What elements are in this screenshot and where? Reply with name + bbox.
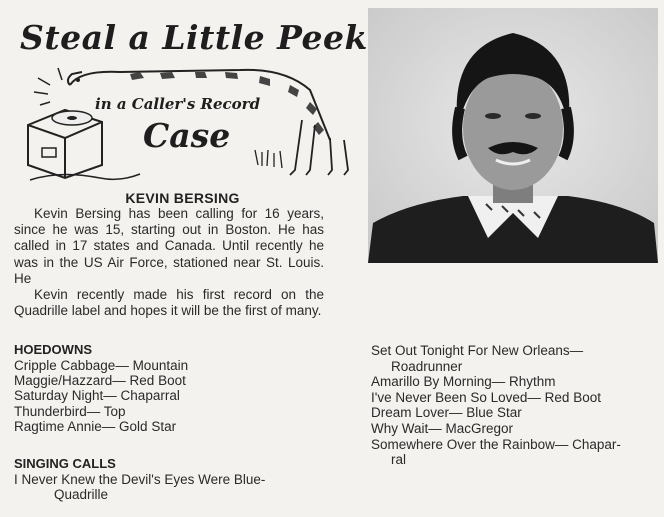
list-item: Ragtime Annie— Gold Star bbox=[14, 418, 177, 434]
column-title-case: Case bbox=[143, 116, 231, 155]
list-item: Dream Lover— Blue Star bbox=[371, 405, 522, 421]
caller-bio bbox=[14, 206, 324, 319]
bio-paragraph: Kevin recently made his first record on the Quadrille label and hopes it will be the first of many. bbox=[14, 287, 324, 319]
list-item bbox=[371, 343, 659, 374]
singing-calls-list-left bbox=[14, 472, 344, 502]
list-item: Saturday Night— Chaparral bbox=[14, 388, 180, 404]
column-subtitle: in a Caller's Record bbox=[95, 95, 261, 113]
list-item-text: Set Out Tonight For New Orleans— bbox=[371, 343, 584, 358]
list-item: Thunderbird— Top bbox=[14, 403, 126, 419]
list-item: Why Wait— MacGregor bbox=[371, 420, 514, 436]
singing-calls-list-right bbox=[371, 343, 659, 468]
caller-name-heading: KEVIN BERSING bbox=[125, 190, 240, 206]
column-masthead bbox=[10, 10, 368, 185]
caller-photo bbox=[368, 8, 658, 263]
column-title: Steal a Little Peek bbox=[20, 18, 368, 57]
list-item bbox=[14, 472, 344, 502]
list-item: I've Never Been So Loved— Red Boot bbox=[371, 389, 601, 405]
hoedowns-list bbox=[14, 358, 344, 434]
list-item bbox=[371, 437, 659, 468]
list-item-continuation: Roadrunner bbox=[391, 358, 463, 374]
list-item-continuation: Quadrille bbox=[54, 487, 109, 503]
portrait-image bbox=[368, 8, 658, 263]
list-item: Maggie/Hazzard— Red Boot bbox=[14, 373, 186, 389]
list-item: Amarillo By Morning— Rhythm bbox=[371, 374, 556, 390]
list-item-text: I Never Knew the Devil's Eyes Were Blue- bbox=[14, 472, 266, 487]
bio-paragraph: Kevin Bersing has been calling for 16 years, since he was 15, starting out in Boston. He has called in 17 states and Canada. Until recently he was in the US Air Force, stationed near St. Louis. He bbox=[14, 206, 324, 286]
list-item-text: Somewhere Over the Rainbow— Chapar- bbox=[371, 436, 621, 452]
list-item: Cripple Cabbage— Mountain bbox=[14, 358, 189, 373]
list-item-continuation: ral bbox=[391, 452, 407, 468]
singing-calls-heading: SINGING CALLS bbox=[14, 456, 116, 471]
hoedowns-heading: HOEDOWNS bbox=[14, 342, 92, 357]
